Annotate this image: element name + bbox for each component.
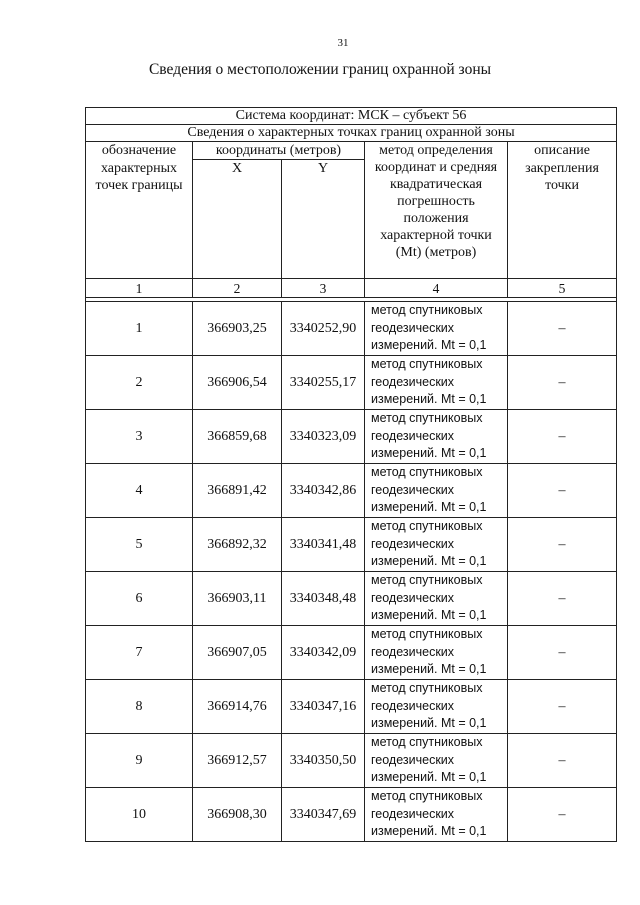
- column-number: 5: [508, 279, 617, 298]
- coordinate-x: 366859,68: [193, 410, 282, 464]
- coordinate-y: 3340350,50: [282, 734, 365, 788]
- coordinate-x: 366908,30: [193, 788, 282, 842]
- fixing-description: –: [508, 572, 617, 626]
- coordinate-x: 366903,11: [193, 572, 282, 626]
- coordinate-y: 3340255,17: [282, 356, 365, 410]
- coordinate-x: 366907,05: [193, 626, 282, 680]
- point-id: 5: [86, 518, 193, 572]
- fixing-description: –: [508, 734, 617, 788]
- point-id: 2: [86, 356, 193, 410]
- method-description: метод спутниковых геодезических измерений. Mt = 0,1: [365, 734, 508, 788]
- coordinate-x: 366892,32: [193, 518, 282, 572]
- coordinate-y: 3340347,16: [282, 680, 365, 734]
- header-method: метод определения координат и средняя квадратическая погрешность положения характерной точки (Mt) (метров): [365, 142, 508, 279]
- coordinate-y: 3340342,09: [282, 626, 365, 680]
- boundary-points-table: [85, 107, 617, 842]
- fixing-description: –: [508, 356, 617, 410]
- table-row: [86, 410, 617, 464]
- fixing-description: –: [508, 788, 617, 842]
- page-number-text: 31: [337, 37, 349, 49]
- document-title: Сведения о местоположении границ охранной зоны: [148, 61, 492, 78]
- point-id: 8: [86, 680, 193, 734]
- header-description: описание: [508, 142, 617, 160]
- header-designation: обозначение: [86, 142, 193, 160]
- table-row: [86, 518, 617, 572]
- points-section-caption: Сведения о характерных точках границ охранной зоны: [86, 125, 617, 142]
- point-id: 10: [86, 788, 193, 842]
- method-description: метод спутниковых геодезических измерений. Mt = 0,1: [365, 302, 508, 356]
- coordinate-x: 366903,25: [193, 302, 282, 356]
- coordinate-y: 3340348,48: [282, 572, 365, 626]
- table-row: [86, 788, 617, 842]
- fixing-description: –: [508, 626, 617, 680]
- coordinate-x: 366912,57: [193, 734, 282, 788]
- coordinate-y: 3340342,86: [282, 464, 365, 518]
- table-row: [86, 734, 617, 788]
- method-description: метод спутниковых геодезических измерений. Mt = 0,1: [365, 680, 508, 734]
- point-id: 7: [86, 626, 193, 680]
- coordinate-y: 3340252,90: [282, 302, 365, 356]
- fixing-description: –: [508, 302, 617, 356]
- header-coordinates: координаты (метров): [193, 142, 365, 160]
- table-row: [86, 680, 617, 734]
- table-row: [86, 356, 617, 410]
- method-description: метод спутниковых геодезических измерений. Mt = 0,1: [365, 518, 508, 572]
- table-row: [86, 464, 617, 518]
- page-number: [22, 37, 640, 49]
- fixing-description: –: [508, 680, 617, 734]
- coordinate-x: 366891,42: [193, 464, 282, 518]
- column-number-row: [86, 279, 617, 298]
- method-description: метод спутниковых геодезических измерений. Mt = 0,1: [365, 572, 508, 626]
- table-row: [86, 302, 617, 356]
- coordinate-system-caption: Система координат: МСК – субъект 56: [86, 108, 617, 125]
- point-id: 3: [86, 410, 193, 464]
- point-id: 9: [86, 734, 193, 788]
- method-description: метод спутниковых геодезических измерений. Mt = 0,1: [365, 464, 508, 518]
- column-number: 3: [282, 279, 365, 298]
- coordinate-x: 366914,76: [193, 680, 282, 734]
- header-designation-cont: характерных точек границы: [86, 160, 193, 279]
- fixing-description: –: [508, 410, 617, 464]
- header-description-cont: закрепления точки: [508, 160, 617, 279]
- point-id: 4: [86, 464, 193, 518]
- coordinate-y: 3340341,48: [282, 518, 365, 572]
- column-number: 4: [365, 279, 508, 298]
- column-number: 2: [193, 279, 282, 298]
- coordinate-y: 3340323,09: [282, 410, 365, 464]
- point-id: 1: [86, 302, 193, 356]
- coordinate-y: 3340347,69: [282, 788, 365, 842]
- method-description: метод спутниковых геодезических измерений. Mt = 0,1: [365, 356, 508, 410]
- coordinate-x: 366906,54: [193, 356, 282, 410]
- point-id: 6: [86, 572, 193, 626]
- fixing-description: –: [508, 464, 617, 518]
- method-description: метод спутниковых геодезических измерений. Mt = 0,1: [365, 626, 508, 680]
- fixing-description: –: [508, 518, 617, 572]
- header-y: Y: [282, 160, 365, 279]
- table-row: [86, 572, 617, 626]
- table-row: [86, 626, 617, 680]
- method-description: метод спутниковых геодезических измерений. Mt = 0,1: [365, 410, 508, 464]
- method-description: метод спутниковых геодезических измерений. Mt = 0,1: [365, 788, 508, 842]
- header-x: X: [193, 160, 282, 279]
- column-number: 1: [86, 279, 193, 298]
